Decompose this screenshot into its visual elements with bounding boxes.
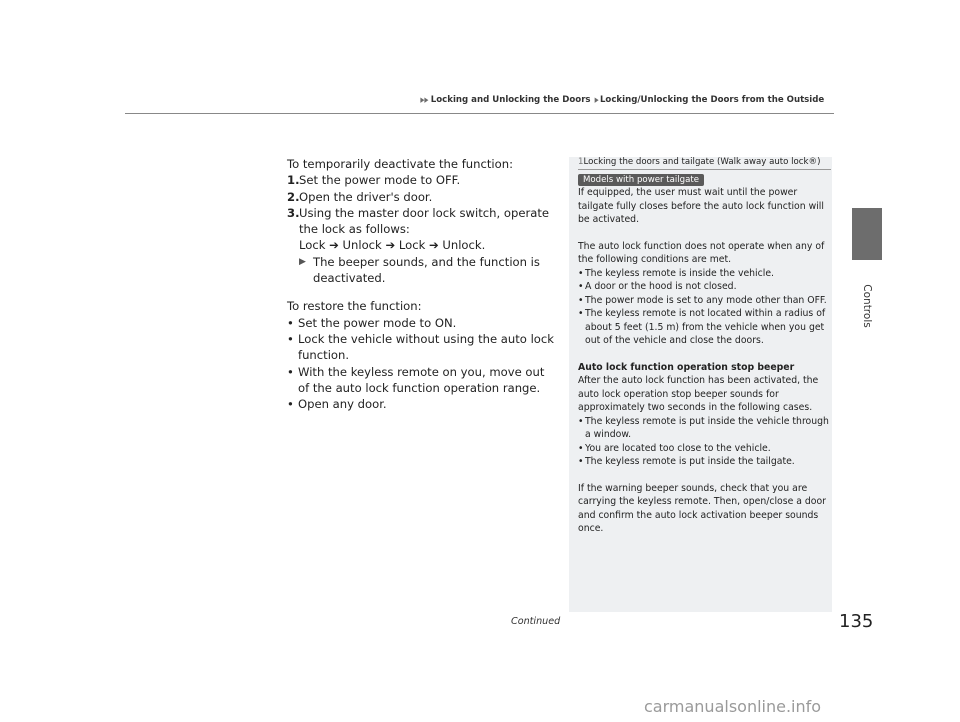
list-item-text: With the keyless remote on you, move out of the auto lock function operation range.	[298, 364, 545, 395]
step-number: 3.	[287, 205, 300, 220]
bullet-icon: •	[287, 315, 294, 330]
list-item-text: You are located too close to the vehicle.	[585, 442, 771, 454]
panel-title-text: Locking the doors and tailgate (Walk away auto lock®)	[583, 157, 821, 167]
list-item	[287, 315, 555, 331]
bullet-icon: •	[287, 331, 294, 346]
lock-sequence: Lock ➔ Unlock ➔ Lock ➔ Unlock.	[299, 238, 486, 253]
list-item	[578, 267, 833, 281]
arrow-icon: ▶▶	[420, 96, 429, 104]
panel-paragraph: After the auto lock function has been activated, the auto lock operation stop beeper sounds for approximately two seconds in the following cases.	[578, 375, 819, 413]
section-label	[852, 276, 882, 336]
list-item	[287, 331, 555, 364]
list-item	[578, 442, 833, 456]
list-item-text: Open any door.	[298, 397, 387, 412]
panel-body	[578, 186, 833, 536]
header-divider	[125, 113, 834, 114]
breadcrumb-item: Locking and Unlocking the Doors	[430, 95, 591, 105]
step	[287, 189, 555, 205]
bullet-icon: •	[578, 267, 584, 279]
list-item	[578, 455, 833, 469]
breadcrumb-item: Locking/Unlocking the Doors from the Outside	[599, 95, 825, 105]
bullet-icon: •	[578, 456, 584, 467]
step-text: Using the master door lock switch, operate the lock as follows:	[299, 205, 550, 237]
bullet-icon: •	[578, 415, 584, 427]
watermark: carmanualsonline.info	[644, 697, 822, 716]
list-item	[578, 280, 833, 294]
list-item-text: Set the power mode to ON.	[298, 315, 457, 330]
panel-paragraph: The auto lock function does not operate when any of the following conditions are met.	[578, 240, 825, 265]
model-badge: Models with power tailgate	[578, 174, 704, 186]
list-item-text: Lock the vehicle without using the auto lock function.	[298, 331, 554, 363]
section-tab	[852, 208, 882, 260]
breadcrumb	[419, 95, 824, 105]
panel-paragraph: If the warning beeper sounds, check that you are carrying the keyless remote. Then, open/close a door and confirm the auto lock activation beeper sounds once.	[578, 482, 826, 534]
list-item-text: The keyless remote is put inside the vehicle through a window.	[585, 415, 829, 440]
step	[287, 205, 555, 238]
step-text: Set the power mode to OFF.	[299, 173, 461, 188]
panel-title	[578, 157, 820, 167]
result-text: The beeper sounds, and the function is deactivated.	[313, 254, 540, 286]
continued-label: Continued	[511, 616, 561, 627]
panel-divider	[578, 169, 831, 170]
page-number: 135	[839, 611, 874, 632]
restore-heading: To restore the function:	[287, 299, 422, 314]
deactivate-heading: To temporarily deactivate the function:	[287, 157, 513, 171]
step-number: 2.	[287, 189, 300, 204]
list-item	[578, 415, 833, 442]
list-item	[578, 294, 833, 308]
panel-paragraph: If equipped, the user must wait until the power tailgate fully closes before the auto lock function will be activated.	[578, 187, 824, 225]
list-item	[287, 364, 555, 397]
result-arrow-icon: ▶	[299, 256, 306, 267]
bullet-icon: •	[578, 442, 584, 454]
list-item	[287, 396, 555, 412]
section-label-text: Controls	[861, 284, 873, 328]
note-ref-icon: 1	[578, 157, 584, 167]
list-item-text: The keyless remote is not located within a radius of about 5 feet (1.5 m) from the vehicle when you get out of the vehicle and close the doors.	[585, 308, 826, 346]
bullet-icon: •	[578, 281, 584, 292]
list-item	[578, 307, 833, 348]
bullet-icon: •	[287, 397, 294, 412]
panel-subheading: Auto lock function operation stop beeper	[578, 361, 795, 373]
step-number: 1.	[287, 173, 300, 188]
list-item-text: The keyless remote is inside the vehicle.	[585, 267, 775, 279]
list-item-text: The power mode is set to any mode other than OFF.	[585, 294, 827, 306]
bullet-icon: •	[578, 308, 584, 319]
bullet-icon: •	[578, 294, 584, 306]
step	[287, 172, 555, 188]
arrow-icon: ▶	[594, 96, 599, 104]
result-note	[287, 254, 555, 287]
main-content	[287, 156, 555, 412]
step-text: Open the driver's door.	[299, 189, 433, 204]
list-item-text: A door or the hood is not closed.	[585, 281, 737, 292]
list-item-text: The keyless remote is put inside the tailgate.	[585, 456, 795, 467]
bullet-icon: •	[287, 364, 294, 379]
